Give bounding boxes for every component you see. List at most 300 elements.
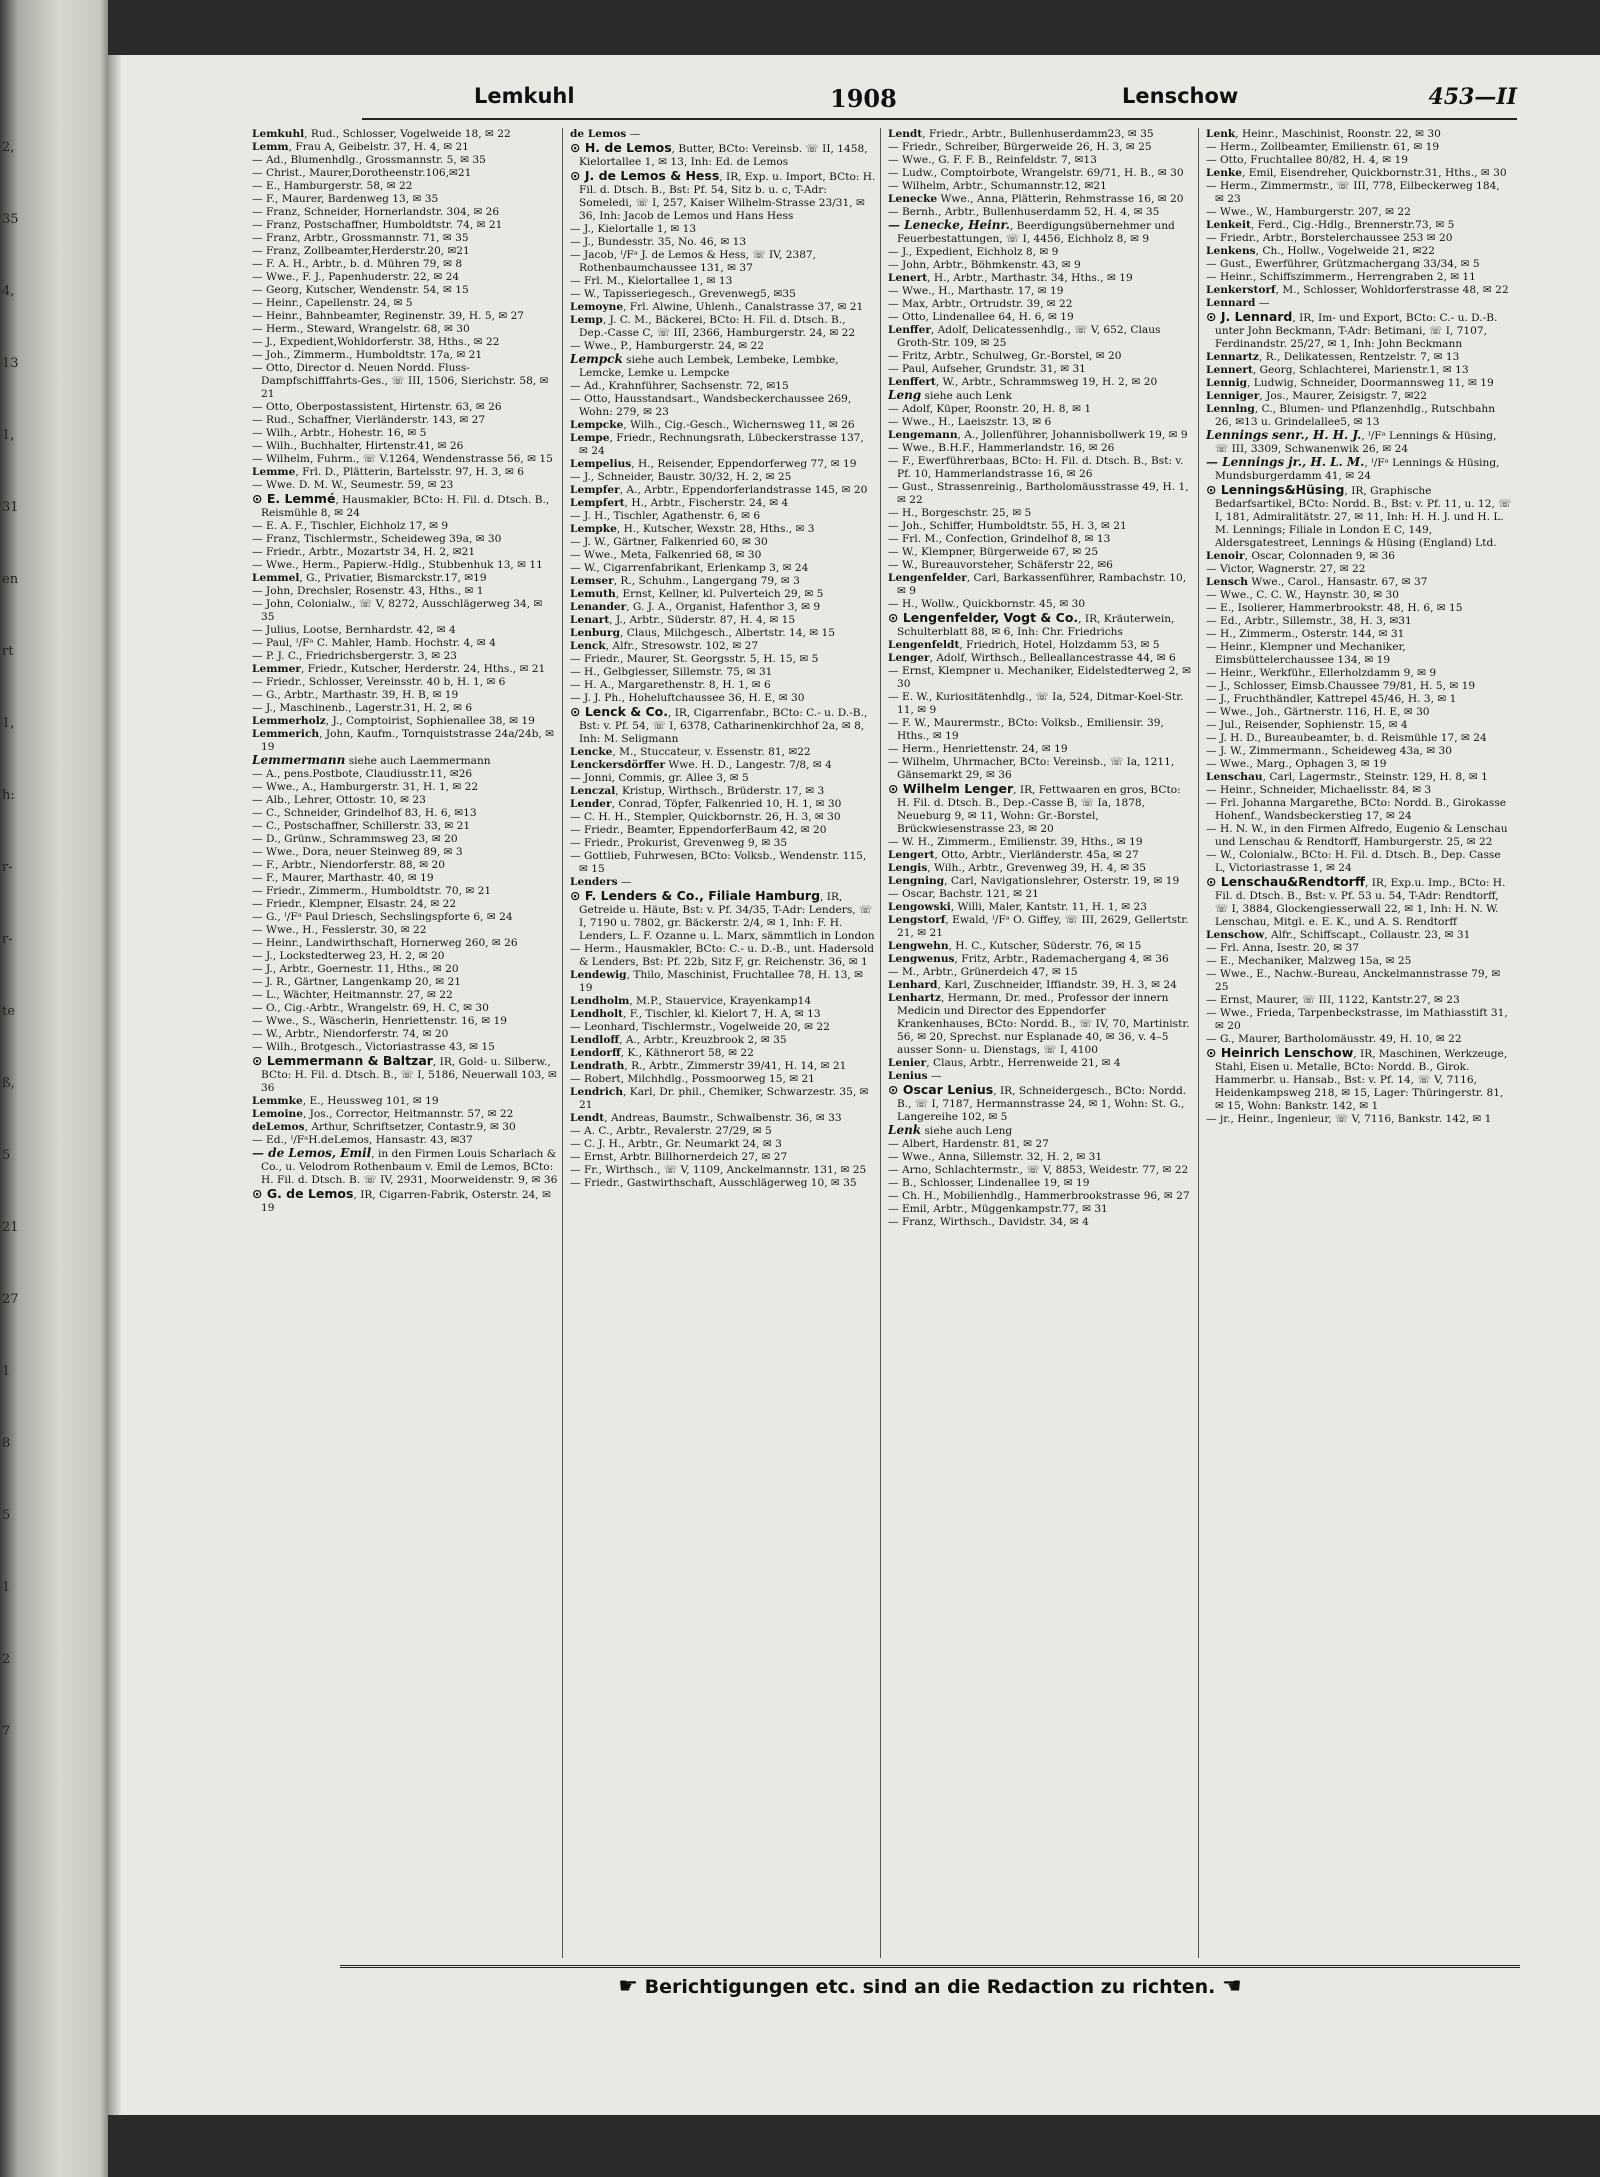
directory-entry xyxy=(252,141,558,154)
directory-entry xyxy=(252,193,558,206)
entry-details: — Wwe., A., Hamburgerstr. 31, H. 1, ✉ 22 xyxy=(252,781,479,793)
entry-details: — Jul., Reisender, Sophienstr. 15, ✉ 4 xyxy=(1206,719,1408,731)
entry-details: — Paul, ᴵ/Fᵃ C. Mahler, Hamb. Hochstr. 4, ✉ 4 xyxy=(252,637,496,649)
directory-entry xyxy=(252,297,558,310)
running-header xyxy=(362,78,1517,120)
directory-entry xyxy=(1206,232,1512,245)
entry-details: — Wilhelm, Uhrmacher, BCto: Vereinsb., ☏ Ia, 1211, Gänsemarkt 29, ✉ 36 xyxy=(888,756,1175,781)
entry-details: , Otto, Arbtr., Vierländerstr. 45a, ✉ 27 xyxy=(934,849,1139,861)
entry-name: Lendrich xyxy=(570,1086,624,1098)
entry-details: , Rud., Schlosser, Vogelweide 18, ✉ 22 xyxy=(304,128,511,140)
entry-details: — Wwe., Frieda, Tarpenbeckstrasse, im Mathiasstift 31, ✉ 20 xyxy=(1206,1007,1508,1032)
directory-entry xyxy=(252,219,558,232)
entry-details: — P. J. C., Friedrichsbergerstr. 3, ✉ 23 xyxy=(252,650,457,662)
entry-details: , ᴵ/Fᵃ Lennings & Hüsing, Mundsburgerdamm 41, ✉ 24 xyxy=(1215,457,1500,482)
entry-details: — xyxy=(927,1070,942,1082)
directory-entry xyxy=(252,1002,558,1015)
adjacent-page-fragment: r- xyxy=(2,860,13,875)
entry-details: — O., Cig.-Arbtr., Wrangelstr. 69, H. C, ✉ 30 xyxy=(252,1002,489,1014)
directory-entry xyxy=(1206,628,1512,641)
entry-details: , A., Arbtr., Eppendorferlandstrasse 145, ✉ 20 xyxy=(619,484,868,496)
directory-entry xyxy=(888,559,1194,572)
directory-entry xyxy=(1206,929,1512,942)
directory-entry xyxy=(1206,141,1512,154)
entry-name: Lender xyxy=(570,798,612,810)
entry-details: , Emil, Eisendreher, Quickbornstr.31, Hths., ✉ 30 xyxy=(1241,167,1507,179)
entry-details: — Ernst, Maurer, ☏ III, 1122, Kantstr.27, ✉ 23 xyxy=(1206,994,1460,1006)
entry-details: — Emil, Arbtr., Müggenkampstr.77, ✉ 31 xyxy=(888,1203,1108,1215)
directory-entry xyxy=(252,859,558,872)
entry-name: Lendorff xyxy=(570,1047,621,1059)
directory-entry xyxy=(888,363,1194,376)
entry-details: — J., Maschinenb., Lagerstr.31, H. 2, ✉ 6 xyxy=(252,702,473,714)
entry-details: — W., Colonialw., BCto: H. Fil. d. Dtsch. B., Dep. Casse L, Victoriastrasse 1, ✉ 24 xyxy=(1206,849,1501,874)
directory-entry xyxy=(888,1190,1194,1203)
adjacent-page-fragment: 21 xyxy=(2,1220,19,1235)
entry-details: , Friedr., Rechnungsrath, Lübeckerstrasse 137, ✉ 24 xyxy=(579,432,864,457)
directory-entry xyxy=(888,141,1194,154)
entry-details: — Friedr., Prokurist, Grevenweg 9, ✉ 35 xyxy=(570,837,788,849)
directory-entry xyxy=(888,272,1194,285)
directory-entry xyxy=(570,1151,876,1164)
entry-name: Lensch xyxy=(1206,576,1249,588)
adjacent-page-fragment: 4, xyxy=(2,284,15,299)
entry-details: — Wwe., Dora, neuer Steinweg 89, ✉ 3 xyxy=(252,846,463,858)
directory-entry xyxy=(252,989,558,1002)
entry-details: — F. A. H., Arbtr., b. d. Mühren 79, ✉ 8 xyxy=(252,258,463,270)
directory-entry xyxy=(252,715,558,728)
entry-details: , Alfr., Schiffscapt., Collaustr. 23, ✉ 31 xyxy=(1264,929,1471,941)
page-gutter-shadow xyxy=(108,55,122,2115)
directory-entry xyxy=(570,679,876,692)
entry-details: — Wwe., Joh., Gärtnerstr. 116, H. E, ✉ 30 xyxy=(1206,706,1430,718)
entry-details: , Jos., Maurer, Zeisigstr. 7, ✉22 xyxy=(1259,390,1427,402)
entry-details: — jr., Heinr., Ingenieur, ☏ V, 7116, Bankstr. 142, ✉ 1 xyxy=(1206,1113,1492,1125)
entry-name: Lengning xyxy=(888,875,945,887)
entry-details: , John, Kaufm., Tornquiststrasse 24a/24b, ✉ 19 xyxy=(261,728,554,753)
entry-details: — Ed., ᴵ/FᵃH.deLemos, Hansastr. 43, ✉37 xyxy=(252,1134,473,1146)
adjacent-page-fragment: 1 xyxy=(2,1364,11,1379)
directory-entry xyxy=(888,416,1194,429)
directory-entry xyxy=(252,1108,558,1121)
directory-entry xyxy=(888,611,1194,639)
entry-details: — D., Grünw., Schrammsweg 23, ✉ 20 xyxy=(252,833,458,845)
entry-name: Lendholt xyxy=(570,1008,623,1020)
entry-name: Lemmer xyxy=(252,663,301,675)
directory-entry xyxy=(570,301,876,314)
entry-details: , R., Schuhm., Langergang 79, ✉ 3 xyxy=(613,575,800,587)
entry-details: — Friedr., Beamter, EppendorferBaum 42, ✉ 20 xyxy=(570,824,827,836)
directory-entry xyxy=(252,1015,558,1028)
directory-entry xyxy=(570,275,876,288)
directory-entry xyxy=(252,820,558,833)
column-1 xyxy=(252,128,558,1958)
entry-details: — C. J. H., Arbtr., Gr. Neumarkt 24, ✉ 3 xyxy=(570,1138,782,1150)
entry-name: Lemmke xyxy=(252,1095,303,1107)
entry-details: — J. H., Tischler, Agathenstr. 6, ✉ 6 xyxy=(570,510,761,522)
directory-entry xyxy=(1206,1007,1512,1033)
directory-entry xyxy=(252,572,558,585)
directory-entry xyxy=(1206,429,1512,456)
entry-details: , F., Tischler, kl. Kielort 7, H. A, ✉ 13 xyxy=(622,1008,821,1020)
entry-details: , IR, Getreide u. Häute, Bst: v. Pf. 34/35, T-Adr: Lenders, ☏ I, 7190 u. 7802, gr. Bäckerstr. 2/4, ✉ 1, Inh: F. H. Lenders, L. F. Ozanne u. L. Marx, sämmtlich in London xyxy=(579,891,875,942)
directory-entry xyxy=(1206,784,1512,797)
entry-details: , Conrad, Töpfer, Falkenried 10, H. 1, ✉ 30 xyxy=(611,798,842,810)
entry-name: Lemmermann xyxy=(252,753,346,767)
directory-entry xyxy=(252,663,558,676)
directory-entry xyxy=(1206,563,1512,576)
directory-entry xyxy=(570,746,876,759)
entry-name: Lenkerstorf xyxy=(1206,284,1276,296)
adjacent-page-fragment: 2 xyxy=(2,1652,11,1667)
entry-name: Lenhard xyxy=(888,979,938,991)
entry-details: — Heinr., Landwirthschaft, Hornerweg 260, ✉ 26 xyxy=(252,937,518,949)
directory-entry xyxy=(1206,351,1512,364)
adjacent-page-edge xyxy=(0,0,108,2177)
directory-entry xyxy=(570,601,876,614)
entry-details: — Wilh., Brotgesch., Victoriastrasse 43, ✉ 15 xyxy=(252,1041,495,1053)
entry-name: Lenk xyxy=(1206,128,1236,140)
directory-entry xyxy=(252,585,558,598)
directory-entry xyxy=(1206,167,1512,180)
entry-details: — Wwe., Anna, Sillemstr. 32, H. 2, ✉ 31 xyxy=(888,1151,1103,1163)
directory-entry xyxy=(1206,245,1512,258)
directory-entry xyxy=(252,950,558,963)
column-3 xyxy=(888,128,1194,1958)
entry-details: — Friedr., Schreiber, Bürgerweide 26, H. 3, ✉ 25 xyxy=(888,141,1152,153)
entry-details: — Oscar, Bachstr. 121, ✉ 21 xyxy=(888,888,1039,900)
entry-name: Lenoir xyxy=(1206,550,1245,562)
entry-name: Lendholm xyxy=(570,995,630,1007)
directory-entry xyxy=(1206,706,1512,719)
directory-entry xyxy=(570,705,876,746)
entry-details: , M., Schlosser, Wohldorferstrasse 48, ✉ 22 xyxy=(1275,284,1509,296)
adjacent-page-fragment: rt xyxy=(2,644,14,659)
directory-entry xyxy=(1206,364,1512,377)
entry-details: — Franz, Wirthsch., Davidstr. 34, ✉ 4 xyxy=(888,1216,1089,1228)
entry-name: Lenkeit xyxy=(1206,219,1251,231)
directory-entry xyxy=(570,1138,876,1151)
entry-details: , Beerdigungsübernehmer und Feuerbestattungen, ☏ I, 4456, Eichholz 8, ✉ 9 xyxy=(897,220,1175,245)
entry-name: Lengenfeldt xyxy=(888,639,960,651)
entry-details: , in den Firmen Louis Scharlach & Co., u. Velodrom Rothenbaum v. Emil de Lemos, BCto: H. Fil. d. Dtsch. B. ☏ IV, 2931, Moorweidenstr. 9, ✉ 36 xyxy=(261,1148,558,1186)
entry-details: , Adolf, Delicatessenhdlg., ☏ V, 652, Claus Groth-Str. 109, ✉ 25 xyxy=(897,324,1161,349)
entry-details: , Ewald, ᴵ/Fᵃ O. Giffey, ☏ III, 2629, Gellertstr. 21, ✉ 21 xyxy=(897,914,1189,939)
header-year: 1908 xyxy=(830,84,897,113)
directory-entry xyxy=(1206,403,1512,429)
entry-details: — W., Arbtr., Niendorferstr. 74, ✉ 20 xyxy=(252,1028,449,1040)
directory-entry xyxy=(252,180,558,193)
entry-name: ⊙ Lennings&Hüsing xyxy=(1206,482,1345,497)
entry-details: , C., Blumen- und Pflanzenhdlg., Rutschbahn 26, ✉13 u. Grindelallee5, ✉ 13 xyxy=(1215,403,1496,428)
directory-entry xyxy=(1206,994,1512,1007)
directory-entry xyxy=(570,798,876,811)
directory-entry xyxy=(1206,483,1512,550)
entry-name: Lempe xyxy=(570,432,610,444)
directory-entry xyxy=(888,953,1194,966)
entry-details: — Wwe., P., Hamburgerstr. 24, ✉ 22 xyxy=(570,340,765,352)
directory-entry xyxy=(1206,823,1512,849)
directory-entry xyxy=(252,1095,558,1108)
directory-entry xyxy=(1206,576,1512,589)
entry-details: — John, Drechsler, Rosenstr. 43, Hths., ✉ 1 xyxy=(252,585,484,597)
entry-details: — G., Arbtr., Marthastr. 39, H. B, ✉ 19 xyxy=(252,689,459,701)
entry-name: Lendt xyxy=(570,1112,605,1124)
directory-entry xyxy=(888,285,1194,298)
entry-name: — de Lemos, Emil xyxy=(252,1146,372,1160)
directory-entry xyxy=(252,885,558,898)
directory-entry xyxy=(252,624,558,637)
entry-name: ⊙ Heinrich Lenschow xyxy=(1206,1045,1354,1060)
entry-name: Lemmerich xyxy=(252,728,320,740)
directory-entry xyxy=(888,507,1194,520)
directory-entry xyxy=(252,559,558,572)
entry-name: Lempck xyxy=(570,352,623,366)
entry-details: , Alfr., Stresowstr. 102, ✉ 27 xyxy=(605,640,759,652)
entry-details: — A., pens.Postbote, Claudiusstr.11, ✉26 xyxy=(252,768,473,780)
entry-details: — Victor, Wagnerstr. 27, ✉ 22 xyxy=(1206,563,1366,575)
entry-details: — W., Cigarrenfabrikant, Erlenkamp 3, ✉ 24 xyxy=(570,562,809,574)
entry-details: , Georg, Schlachterei, Marienstr.1, ✉ 13 xyxy=(1252,364,1469,376)
adjacent-page-fragment: 5 xyxy=(2,1148,11,1163)
entry-details: — Arno, Schlachtermstr., ☏ V, 8853, Weidestr. 77, ✉ 22 xyxy=(888,1164,1189,1176)
directory-entry xyxy=(570,458,876,471)
entry-details: — Otto, Hausstandsart., Wandsbeckerchaussee 269, Wohn: 279, ✉ 23 xyxy=(570,393,852,418)
entry-details: — Frl. Johanna Margarethe, BCto: Nordd. B., Girokasse Hohenf., Wandsbeckerstieg 17, ✉ 24 xyxy=(1206,797,1507,822)
entry-name: ⊙ H. de Lemos xyxy=(570,140,672,155)
directory-entry xyxy=(252,362,558,401)
entry-details: — Wwe., Herm., Papierw.-Hdlg., Stubbenhuk 13, ✉ 11 xyxy=(252,559,543,571)
directory-entry xyxy=(888,311,1194,324)
directory-entry xyxy=(252,154,558,167)
directory-entry xyxy=(570,1086,876,1112)
directory-entry xyxy=(252,167,558,180)
entry-details: , Carl, Barkassenführer, Rambachstr. 10, ✉ 9 xyxy=(897,572,1187,597)
directory-entry xyxy=(888,429,1194,442)
directory-entry xyxy=(888,1083,1194,1124)
entry-details: — Otto, Fruchtallee 80/82, H. 4, ✉ 19 xyxy=(1206,154,1408,166)
entry-details: — Gust., Strassenreinig., Bartholomäusstrasse 49, H. 1, ✉ 22 xyxy=(888,481,1189,506)
entry-name: ⊙ Lenck & Co. xyxy=(570,704,669,719)
entry-details: — F. W., Maurermstr., BCto: Volksb., Emiliensir. 39, Hths., ✉ 19 xyxy=(888,717,1164,742)
directory-entry xyxy=(570,223,876,236)
directory-entry xyxy=(1206,942,1512,955)
entry-details: — E., Isolierer, Hammerbrookstr. 48, H. 6, ✉ 15 xyxy=(1206,602,1463,614)
directory-entry xyxy=(888,652,1194,665)
entry-details: , IR, Cigarrenfabr., BCto: C.- u. D.-B., Bst: v. Pf. 54, ☏ I, 6378, Catharinenkirchhof 2a, ✉ 8, Inh: M. Seligmann xyxy=(579,707,868,745)
directory-entry xyxy=(570,393,876,419)
footer-notice xyxy=(340,1965,1520,2008)
directory-entry xyxy=(1206,128,1512,141)
directory-entry xyxy=(888,717,1194,743)
directory-entry xyxy=(252,128,558,141)
entry-details: , Adolf, Wirthsch., Belleallancestrasse 44, ✉ 6 xyxy=(929,652,1176,664)
directory-entry xyxy=(570,471,876,484)
directory-entry xyxy=(252,414,558,427)
entry-details: — John, Arbtr., Böhmkenstr. 43, ✉ 9 xyxy=(888,259,1081,271)
directory-entry xyxy=(570,943,876,969)
entry-details: — J., Fruchthändler, Kattrepel 45/46, H. 3, ✉ 1 xyxy=(1206,693,1457,705)
directory-entry xyxy=(888,324,1194,350)
entry-details: — Joh., Zimmerm., Humboldtstr. 17a, ✉ 21 xyxy=(252,349,483,361)
entry-details: , Oscar, Colonnaden 9, ✉ 36 xyxy=(1244,550,1395,562)
entry-name: Lenburg xyxy=(570,627,620,639)
directory-entry xyxy=(1206,1046,1512,1113)
entry-details: — Adolf, Küper, Roonstr. 20, H. 8, ✉ 1 xyxy=(888,403,1092,415)
entry-name: Lennartz xyxy=(1206,351,1259,363)
directory-entry xyxy=(252,781,558,794)
directory-entry xyxy=(1206,550,1512,563)
entry-details: , IR, Exp.u. Imp., BCto: H. Fil. d. Dtsch. B., Bst: v. Pf. 53 u. 54, T-Adr: Rendtorff, ☏ I, 3884, Glockengiesserwall 22, ✉ 1, Inh: H. N. W. Lenschau, Mitgl. e. E. K., und A. S. Rendtorff xyxy=(1215,877,1506,928)
directory-entry xyxy=(570,484,876,497)
entry-name: ⊙ F. Lenders & Co., Filiale Hamburg xyxy=(570,888,821,903)
directory-entry xyxy=(888,167,1194,180)
directory-entry xyxy=(888,665,1194,691)
entry-details: , R., Arbtr., Zimmerstr 39/41, H. 14, ✉ 21 xyxy=(624,1060,847,1072)
entry-name: Lenius xyxy=(888,1070,928,1082)
entry-details: Wwe. H. D., Langestr. 7/8, ✉ 4 xyxy=(665,759,832,771)
entry-details: — Friedr., Zimmerm., Humboldtstr. 70, ✉ 21 xyxy=(252,885,492,897)
directory-entry xyxy=(1206,680,1512,693)
entry-name: de Lemos xyxy=(570,128,627,140)
directory-entry xyxy=(1206,154,1512,167)
directory-entry xyxy=(570,249,876,275)
directory-entry xyxy=(888,914,1194,940)
header-last-entry: Lenschow xyxy=(1122,84,1239,108)
directory-entry xyxy=(252,206,558,219)
entry-details: , IR, Kräuterwein, Schulterblatt 88, ✉ 6, Inh: Chr. Friedrichs xyxy=(897,613,1175,638)
entry-name: Lenschau xyxy=(1206,771,1263,783)
directory-entry xyxy=(1206,180,1512,206)
directory-entry xyxy=(888,455,1194,481)
entry-details: , Hausmakler, BCto: H. Fil. d. Dtsch. B., Reismühle 8, ✉ 24 xyxy=(261,494,550,519)
entry-details: — Heinr., Werkführ., Ellerholzdamm 9, ✉ 9 xyxy=(1206,667,1437,679)
directory-entry xyxy=(888,940,1194,953)
directory-entry xyxy=(570,419,876,432)
entry-details: — H., Borgeschstr. 25, ✉ 5 xyxy=(888,507,1032,519)
entry-name: Lengenfelder xyxy=(888,572,967,584)
entry-details: , Frl. Alwine, Uhlenh., Canalstrasse 37, ✉ 21 xyxy=(623,301,864,313)
entry-details: — Wwe., B.H.F., Hammerlandstr. 16, ✉ 26 xyxy=(888,442,1115,454)
entry-details: — J., Schneider, Baustr. 30/32, H. 2, ✉ 25 xyxy=(570,471,792,483)
directory-entry xyxy=(252,702,558,715)
entry-details: Wwe., Anna, Plätterin, Rehmstrasse 16, ✉ 20 xyxy=(937,193,1184,205)
entry-details: — Herm., Zollbeamter, Emilienstr. 61, ✉ 19 xyxy=(1206,141,1440,153)
adjacent-page-fragment: h: xyxy=(2,788,15,803)
entry-name: Leng xyxy=(888,388,922,402)
entry-details: — Fr., Wirthsch., ☏ V, 1109, Anckelmannstr. 131, ✉ 25 xyxy=(570,1164,867,1176)
entry-details: , Heinr., Maschinist, Roonstr. 22, ✉ 30 xyxy=(1235,128,1441,140)
directory-entry xyxy=(1206,968,1512,994)
directory-entry xyxy=(888,1138,1194,1151)
directory-entry xyxy=(570,562,876,575)
directory-entry xyxy=(570,824,876,837)
directory-entry xyxy=(888,992,1194,1057)
entry-name: Lenart xyxy=(570,614,610,626)
entry-name: Lemmerholz xyxy=(252,715,326,727)
entry-details: , A., Arbtr., Kreuzbrook 2, ✉ 35 xyxy=(619,1034,787,1046)
entry-details: , Arthur, Schriftsetzer, Contastr.9, ✉ 30 xyxy=(304,1121,516,1133)
entry-name: Lemser xyxy=(570,575,614,587)
entry-name: Lempfer xyxy=(570,484,620,496)
directory-entry xyxy=(252,833,558,846)
directory-entry xyxy=(252,520,558,533)
entry-details: — Franz, Tischlermstr., Scheideweg 39a, ✉ 30 xyxy=(252,533,502,545)
entry-details: — Bernh., Arbtr., Bullenhuserdamm 52, H. 4, ✉ 35 xyxy=(888,206,1160,218)
entry-name: Lenert xyxy=(888,272,928,284)
entry-details: — Herm., Steward, Wrangelstr. 68, ✉ 30 xyxy=(252,323,470,335)
entry-details: — H., Gelbgiesser, Sillemstr. 75, ✉ 31 xyxy=(570,666,773,678)
directory-entry xyxy=(1206,745,1512,758)
directory-entry xyxy=(252,728,558,754)
directory-entry xyxy=(570,353,876,380)
entry-details: , IR, Schneidergesch., BCto: Nordd. B., ☏ I, 7187, Hermannstrasse 24, ✉ 1, Wohn: St. G., Langereihe 102, ✉ 5 xyxy=(897,1085,1187,1123)
entry-details: — Julius, Lootse, Bernhardstr. 42, ✉ 4 xyxy=(252,624,456,636)
directory-entry xyxy=(252,258,558,271)
entry-details: , Karl, Dr. phil., Chemiker, Schwarzestr. 35, ✉ 21 xyxy=(579,1086,869,1111)
entry-details: — xyxy=(1255,297,1270,309)
entry-details: — J. W., Gärtner, Falkenried 60, ✉ 30 xyxy=(570,536,768,548)
entry-details: — Ed., Arbtr., Sillemstr., 38, H. 3, ✉31 xyxy=(1206,615,1412,627)
directory-entry xyxy=(252,453,558,466)
entry-details: — xyxy=(617,876,632,888)
entry-details: — J., Schlosser, Eimsb.Chaussee 79/81, H. 5, ✉ 19 xyxy=(1206,680,1476,692)
directory-entry xyxy=(888,546,1194,559)
directory-entry xyxy=(570,969,876,995)
entry-details: , IR, Graphische Bedarfsartikel, BCto: Nordd. B., Bst: v. Pf. 11, u. 12, ☏ I, 181, Admiralitätstr. 27, ✉ 11, Inh: H. H. J. und H. L. M. Lennings; Filiale in London E C, 149, Aldersgatestreet, Lennings & Hüsing (England) Ltd. xyxy=(1215,485,1512,549)
directory-entry xyxy=(570,1125,876,1138)
entry-details: — C. H. H., Stempler, Quickbornstr. 26, H. 3, ✉ 30 xyxy=(570,811,841,823)
entry-details: — Wwe., C. C. W., Haynstr. 30, ✉ 30 xyxy=(1206,589,1399,601)
entry-details: , Claus, Milchgesch., Albertstr. 14, ✉ 15 xyxy=(620,627,835,639)
directory-entry xyxy=(1206,875,1512,929)
column-2 xyxy=(570,128,876,1958)
directory-entry xyxy=(888,1203,1194,1216)
adjacent-page-fragment: 1 xyxy=(2,1580,11,1595)
column-4 xyxy=(1206,128,1512,1958)
entry-details: — Wwe., Meta, Falkenried 68, ✉ 30 xyxy=(570,549,762,561)
entry-details: , Hermann, Dr. med., Professor der innern Medicin und Director des Eppendorfer Krankenhauses, BCto: Nordd. B., ☏ IV, 70, Martinistr. 56, ✉ 20, Sprechst. nur Esplanade 40, ✉ 36, v. 4–5 ausser Sonn- u. Dienstags, ☏ I, 4100 xyxy=(897,992,1190,1056)
entry-details: — W., Tapisseriegesch., Grevenweg5, ✉35 xyxy=(570,288,796,300)
entry-details: — Robert, Milchhdlg., Possmoorweg 15, ✉ 21 xyxy=(570,1073,815,1085)
directory-entry xyxy=(252,976,558,989)
directory-entry xyxy=(570,536,876,549)
entry-details: — W., Klempner, Bürgerweide 67, ✉ 25 xyxy=(888,546,1099,558)
entry-details: — Wilhelm, Arbtr., Schumannstr.12, ✉21 xyxy=(888,180,1107,192)
entry-details: — E., Mechaniker, Malzweg 15a, ✉ 25 xyxy=(1206,955,1412,967)
entry-details: — Wilh., Arbtr., Hohestr. 16, ✉ 5 xyxy=(252,427,427,439)
directory-entry xyxy=(252,1187,558,1215)
entry-details: , Frau A, Geibelstr. 37, H. 4, ✉ 21 xyxy=(288,141,469,153)
directory-entry xyxy=(252,336,558,349)
entry-details: , K., Käthnerort 58, ✉ 22 xyxy=(620,1047,754,1059)
directory-entry xyxy=(1206,955,1512,968)
entry-name: Lenander xyxy=(570,601,627,613)
directory-entry xyxy=(252,846,558,859)
entry-details: , Frl. D., Plätterin, Bartelsstr. 97, H. 3, ✉ 6 xyxy=(295,466,524,478)
entry-name: ⊙ Wilhelm Lenger xyxy=(888,781,1014,796)
directory-entry xyxy=(570,653,876,666)
entry-details: — L., Wächter, Heitmannstr. 27, ✉ 22 xyxy=(252,989,453,1001)
entry-details: — M., Arbtr., Grünerdeich 47, ✉ 15 xyxy=(888,966,1078,978)
entry-details: , A., Jollenführer, Johannisbollwerk 19, ✉ 9 xyxy=(957,429,1188,441)
entry-details: , IR, Gold- u. Silberw., BCto: H. Fil. d. Dtsch. B., ☏ I, 5186, Neuerwall 103, ✉ 36 xyxy=(261,1056,557,1094)
entry-name: Lendt xyxy=(888,128,923,140)
directory-entry xyxy=(252,1147,558,1187)
entry-details: — W. H., Zimmerm., Emilienstr. 39, Hths., ✉ 19 xyxy=(888,836,1143,848)
entry-details: , H., Kutscher, Wexstr. 28, Hths., ✉ 3 xyxy=(616,523,815,535)
entry-details: — Ernst, Arbtr. Billhornerdeich 27, ✉ 27 xyxy=(570,1151,788,1163)
